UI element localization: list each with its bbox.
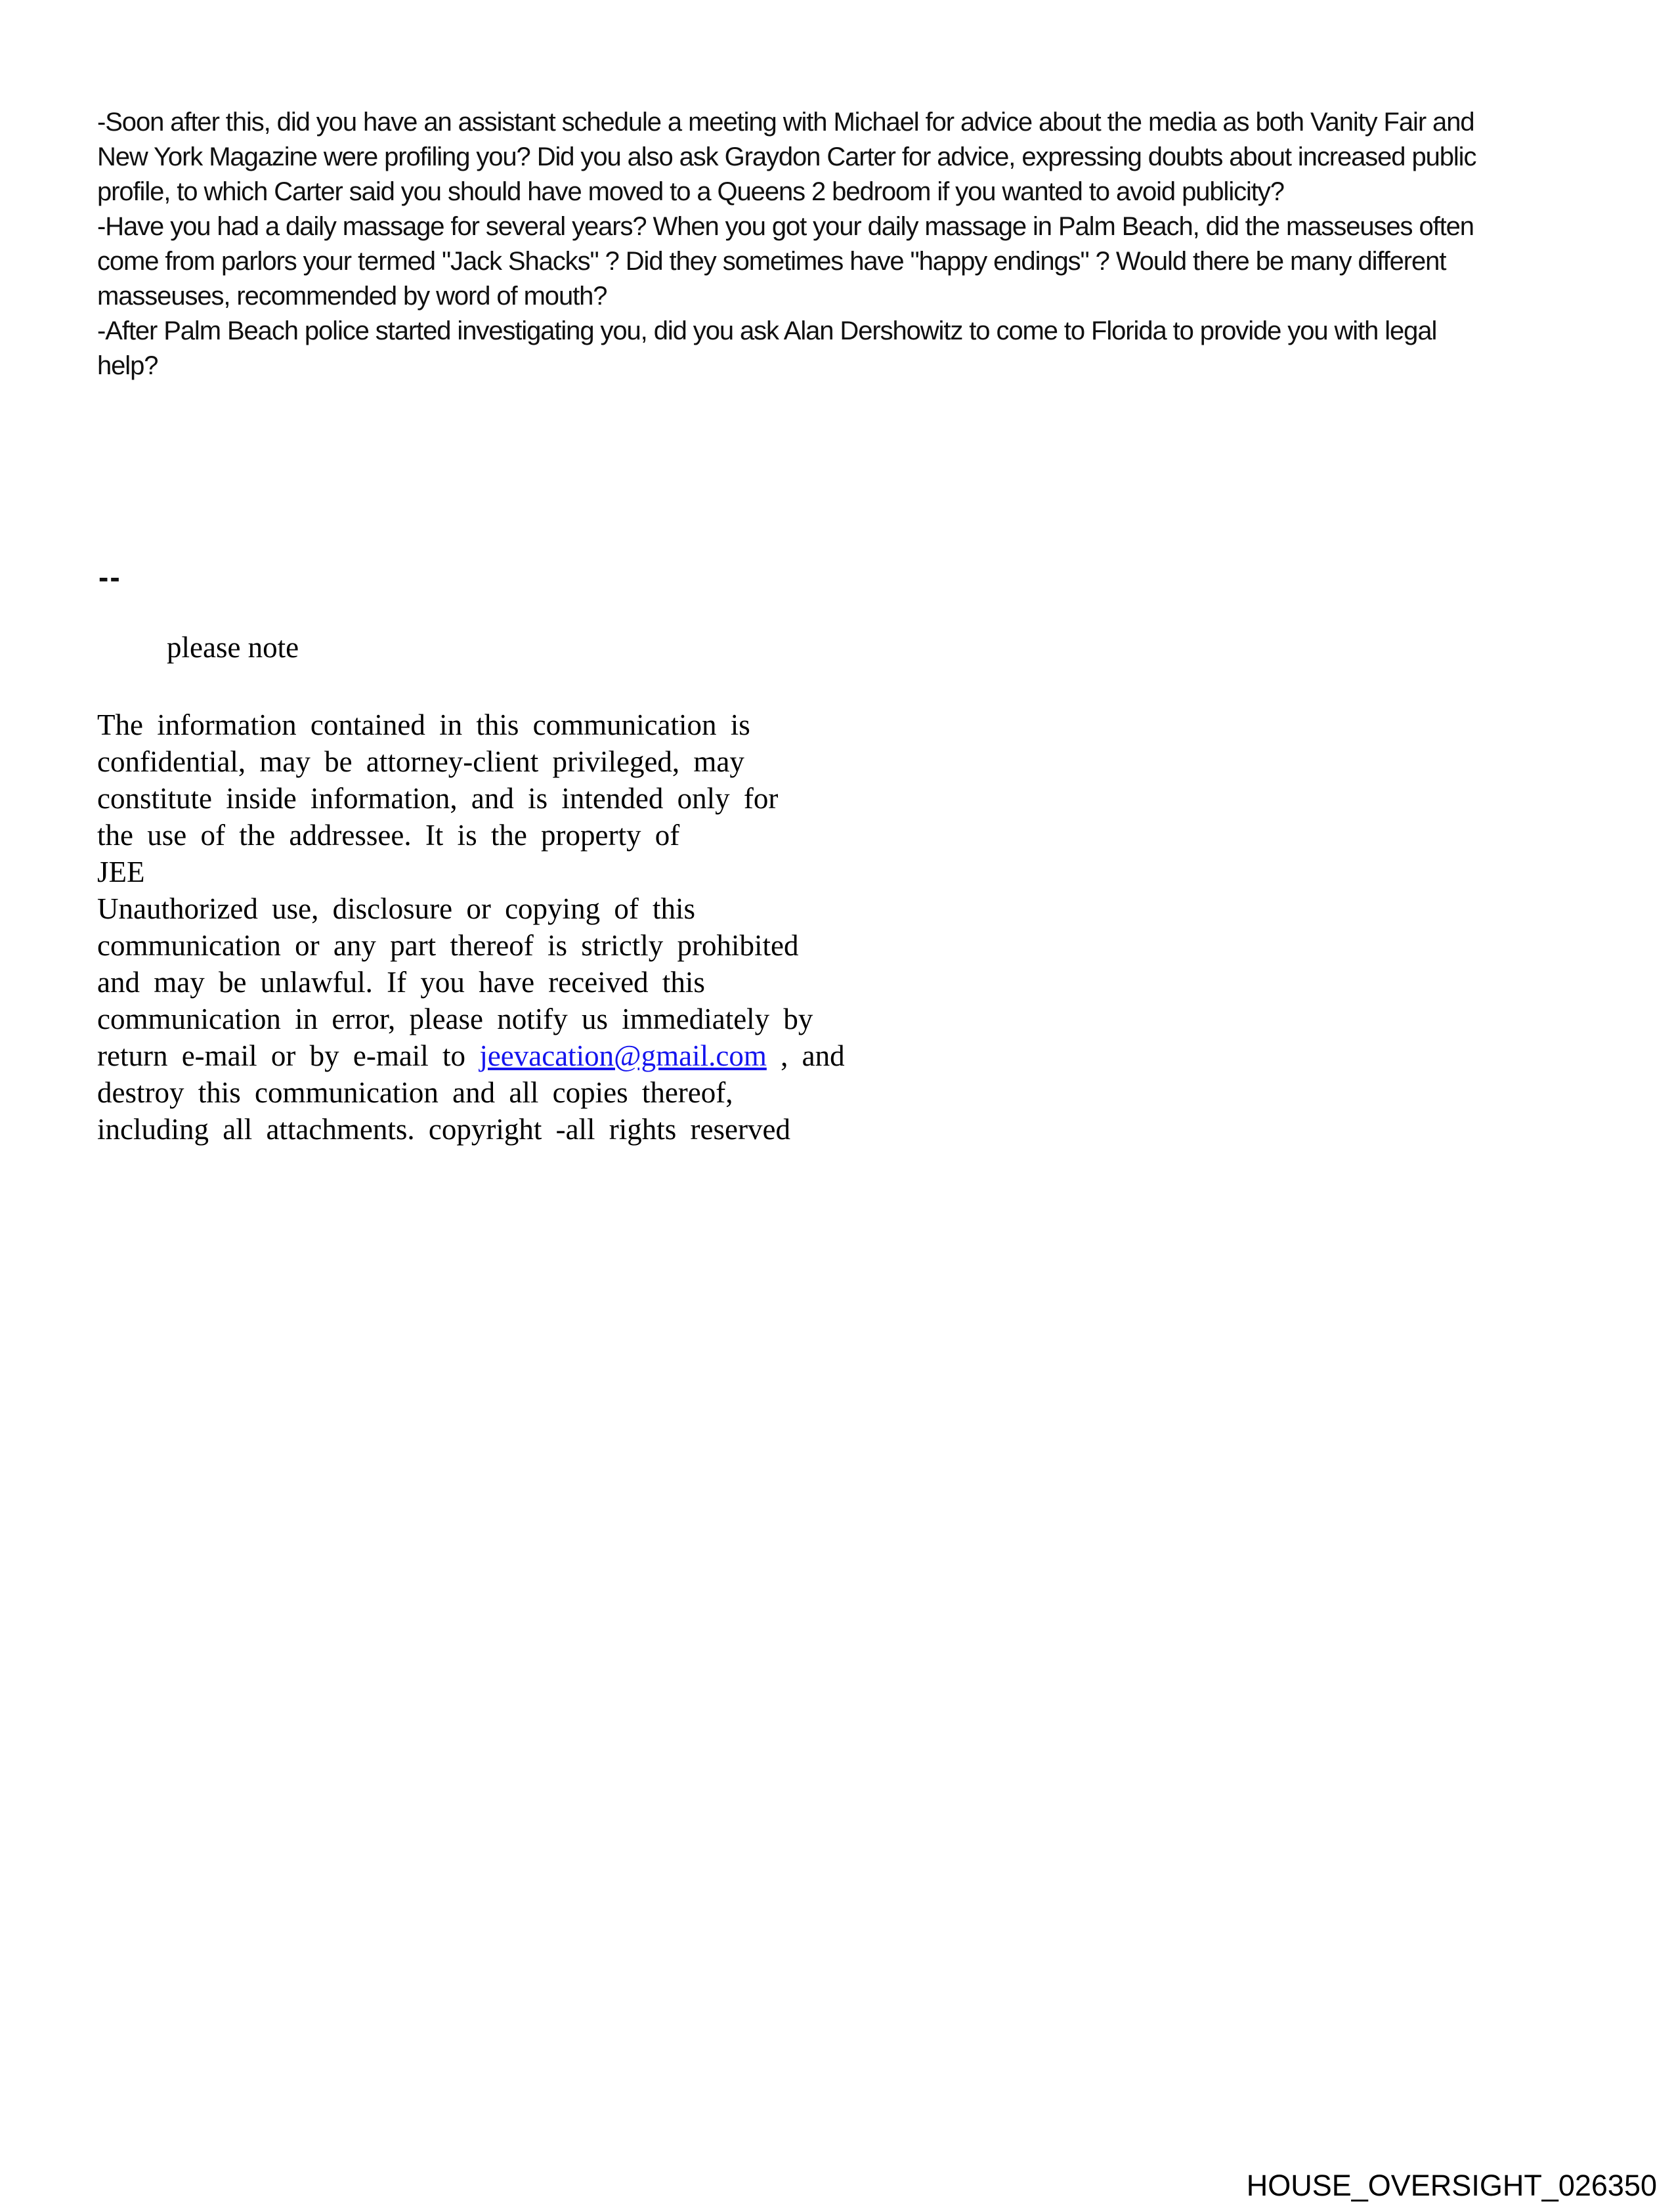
email-link[interactable]: jeevacation@gmail.com [479,1039,767,1072]
confidentiality-disclaimer [97,706,845,1148]
disclaimer-line: constitute inside information, and is intended only for [97,782,779,815]
question-line: profile, to which Carter said you should have moved to a Queens 2 bedroom if you wanted to avoid publicity? [97,177,1284,206]
disclaimer-line: the use of the addressee. It is the property of [97,819,680,852]
disclaimer-link-line [97,1037,845,1074]
disclaimer-line: communication or any part thereof is strictly prohibited [97,929,799,962]
question-line: come from parlors your termed "Jack Shacks" ? Did they sometimes have "happy endings" ? Would there be many different [97,247,1446,276]
questions-paragraph [97,105,1476,383]
disclaimer-line: communication in error, please notify us immediately by [97,1003,813,1035]
disclaimer-lines-top [97,706,845,1037]
disclaimer-line: including all attachments. copyright -all rights reserved [97,1113,790,1146]
question-line: masseuses, recommended by word of mouth? [97,282,607,311]
question-line: New York Magazine were profiling you? Did you also ask Graydon Carter for advice, expressing doubts about increased public [97,142,1476,171]
signature-separator: -- [98,560,121,594]
question-line: -Have you had a daily massage for several years? When you got your daily massage in Palm Beach, did the masseuses often [97,212,1474,241]
link-line-suffix: , and [766,1039,845,1072]
disclaimer-line: confidential, may be attorney-client privileged, may [97,745,744,778]
please-note-heading: please note [167,631,299,664]
question-line: -Soon after this, did you have an assistant schedule a meeting with Michael for advice about the media as both Vanity Fair and [97,108,1474,137]
disclaimer-lines-bottom [97,1074,845,1148]
disclaimer-line: JEE [97,856,145,888]
disclaimer-line: destroy this communication and all copies thereof, [97,1076,733,1109]
question-line: help? [97,351,158,380]
link-line-prefix: return e-mail or by e-mail to [97,1039,480,1072]
question-line: -After Palm Beach police started investigating you, did you ask Alan Dershowitz to come to Florida to provide you with legal [97,316,1437,345]
disclaimer-line: Unauthorized use, disclosure or copying of this [97,892,696,925]
disclaimer-line: The information contained in this communication is [97,708,750,741]
bates-stamp: HOUSE_OVERSIGHT_026350 [1246,2169,1657,2202]
disclaimer-line: and may be unlawful. If you have received this [97,966,705,999]
